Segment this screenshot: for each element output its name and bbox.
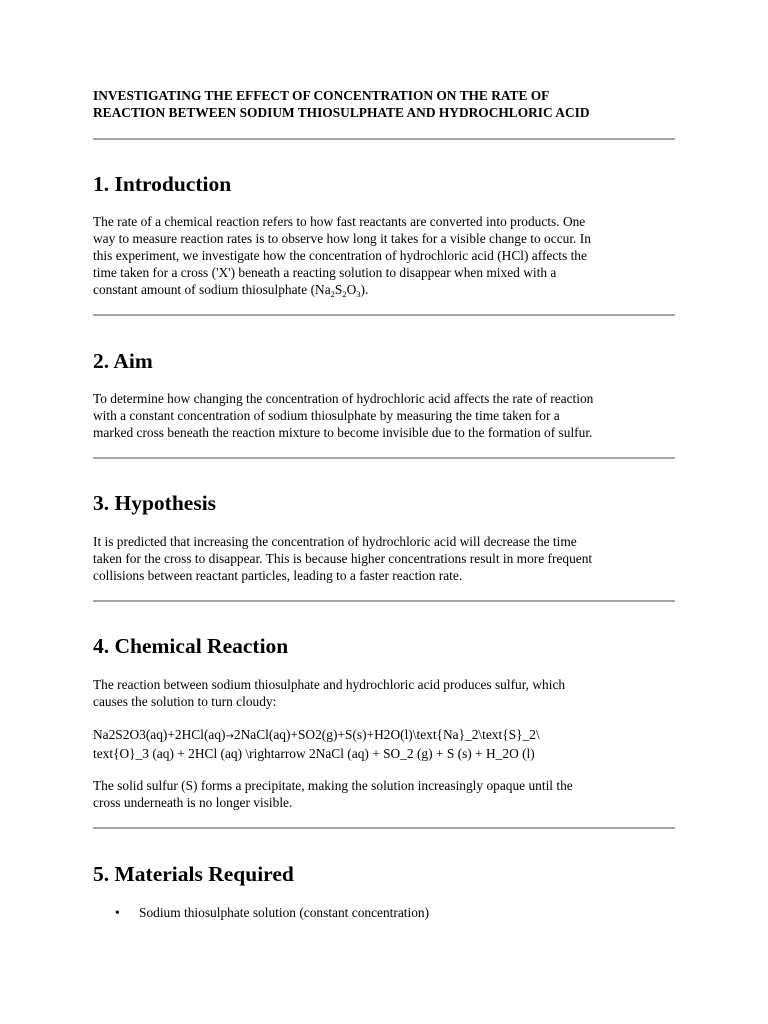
- aim-line: marked cross beneath the reaction mixture to become invisible due to the formation of sulfur.: [93, 425, 593, 440]
- introduction-heading: 1. Introduction: [93, 172, 232, 196]
- bullet-icon: •: [115, 905, 120, 920]
- equation-products: 2NaCl(aq)+SO2(g)+S(s)+H2O(l)\text{Na}_2\text{S}_2\: [233, 727, 540, 742]
- formula-subscript: 2: [342, 289, 347, 299]
- document-title-line-2: REACTION BETWEEN SODIUM THIOSULPHATE AND HYDROCHLORIC ACID: [93, 105, 590, 120]
- chemical-reaction-heading: 4. Chemical Reaction: [93, 634, 289, 658]
- hypothesis-line: taken for the cross to disappear. This is because higher concentrations result in more frequent: [93, 551, 593, 566]
- introduction-paragraph: [93, 213, 678, 298]
- chemical-reaction-outro-line: The solid sulfur (S) forms a precipitate, making the solution increasingly opaque until the: [93, 778, 573, 793]
- document-title-line-1: INVESTIGATING THE EFFECT OF CONCENTRATION ON THE RATE OF: [93, 88, 550, 103]
- formula-element-o: O: [346, 282, 357, 297]
- formula-element-na: Na: [315, 282, 331, 297]
- chemical-equation: [93, 726, 678, 762]
- aim-line: with a constant concentration of sodium thiosulphate by measuring the time taken for a: [93, 408, 560, 423]
- chemical-reaction-outro-line: cross underneath is no longer visible.: [93, 795, 293, 810]
- right-arrow-icon: →: [225, 731, 234, 742]
- aim-heading: 2. Aim: [93, 349, 153, 373]
- formula-subscript: 2: [330, 289, 335, 299]
- section-divider: [93, 827, 675, 829]
- introduction-line-suffix: ).: [360, 282, 369, 297]
- hypothesis-line: collisions between reactant particles, leading to a faster reaction rate.: [93, 568, 463, 583]
- sodium-thiosulphate-formula: [315, 282, 361, 297]
- introduction-line: time taken for a cross ('X') beneath a reacting solution to disappear when mixed with a: [93, 265, 557, 280]
- introduction-line: way to measure reaction rates is to observe how long it takes for a visible change to occur. In: [93, 231, 591, 246]
- hypothesis-paragraph: [93, 533, 678, 584]
- materials-heading: 5. Materials Required: [93, 862, 294, 886]
- section-divider: [93, 457, 675, 459]
- materials-list: [93, 904, 429, 921]
- formula-element-s: S: [334, 282, 343, 297]
- document-title: [93, 87, 693, 121]
- list-item: [93, 904, 429, 921]
- material-item-label: Sodium thiosulphate solution (constant concentration): [139, 905, 430, 920]
- chemical-reaction-intro: [93, 676, 678, 710]
- hypothesis-line: It is predicted that increasing the concentration of hydrochloric acid will decrease the time: [93, 534, 577, 549]
- introduction-line: The rate of a chemical reaction refers to how fast reactants are converted into products. One: [93, 214, 586, 229]
- section-divider: [93, 314, 675, 316]
- chemical-reaction-intro-line: causes the solution to turn cloudy:: [93, 694, 277, 709]
- introduction-line: this experiment, we investigate how the concentration of hydrochloric acid (HCl) affects the: [93, 248, 587, 263]
- chemical-reaction-intro-line: The reaction between sodium thiosulphate and hydrochloric acid produces sulfur, which: [93, 677, 566, 692]
- section-divider: [93, 138, 675, 140]
- chemical-reaction-outro: [93, 777, 678, 811]
- equation-latex-continuation: text{O}_3 (aq) + 2HCl (aq) \rightarrow 2NaCl (aq) + SO_2 (g) + S (s) + H_2O (l): [93, 746, 535, 761]
- hypothesis-heading: 3. Hypothesis: [93, 491, 217, 515]
- aim-paragraph: [93, 390, 678, 441]
- aim-line: To determine how changing the concentration of hydrochloric acid affects the rate of reaction: [93, 391, 594, 406]
- formula-subscript: 3: [356, 289, 361, 299]
- section-divider: [93, 600, 675, 602]
- introduction-line-prefix: constant amount of sodium thiosulphate (: [93, 282, 316, 297]
- equation-reactants: Na2S2O3(aq)+2HCl(aq): [93, 727, 226, 742]
